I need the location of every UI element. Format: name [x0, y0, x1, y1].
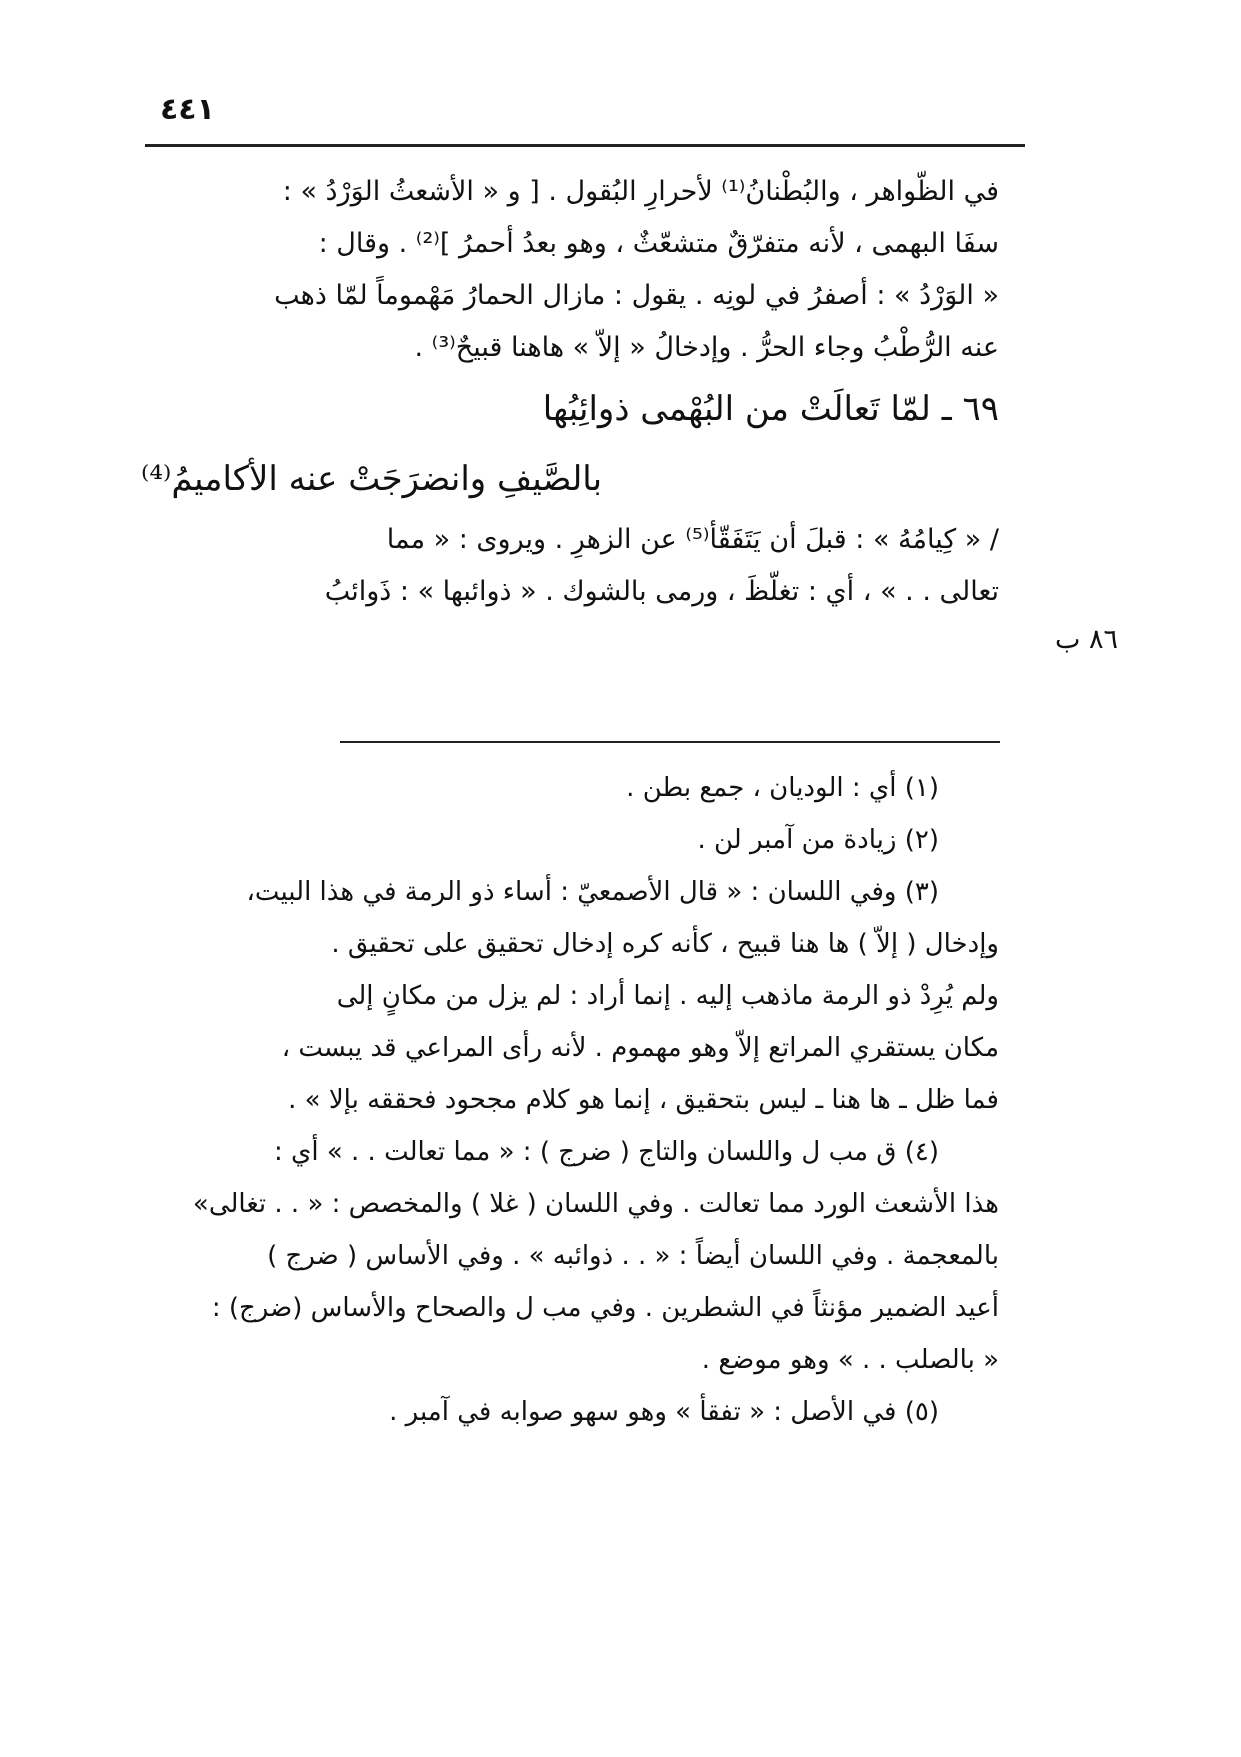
text-line: سفَا البهمى ، لأنه متفرّقٌ متشعّثٌ ، وهو بعدُ أحمرُ ]⁽²⁾ . وقال : [318, 228, 999, 259]
text-line: / « كِيامُهُ » : قبلَ أن يَتَفَقّأ⁽⁵⁾ عن الزهرِ . ويروى : « مما [386, 524, 999, 555]
footnote-3-line: وإدخال ( إلاّ ) ها هنا قبيح ، كأنه كره إدخال تحقيق على تحقيق . [331, 929, 999, 959]
text-line: « الوَرْدُ » : أصفرُ في لونِه . يقول : مازال الحمارُ مَهْموماً لمّا ذهب [274, 280, 999, 311]
footnote-3-line: ولم يُرِدْ ذو الرمة ماذهب إليه . إنما أراد : لم يزل من مكانٍ إلى [336, 981, 999, 1011]
text-line: تعالى . . » ، أي : تغلّظَ ، ورمى بالشوك . « ذوائبها » : ذَوائبُ [324, 576, 999, 607]
verse-first-hemistich: ٦٩ ـ لمّا تَعالَتْ من البُهْمى ذوائِبُها [542, 389, 999, 429]
text-line: في الظّواهر ، والبُطْنانُ⁽¹⁾ لأحرارِ البُقول . [ و « الأشعثُ الوَرْدُ » : [282, 176, 999, 207]
footnote-4-line: هذا الأشعث الورد مما تعالت . وفي اللسان ( غلا ) والمخصص : « . . تغالى» [192, 1189, 999, 1219]
footnote-separator [340, 741, 1000, 743]
margin-folio-note: ٨٦ ب [1055, 624, 1119, 655]
page-number: ٤٤١ [160, 92, 215, 127]
footnote-4-line: (٤) ق مب ل واللسان والتاج ( ضرج ) : « مما تعالت . . » أي : [273, 1137, 939, 1167]
footnote-5: (٥) في الأصل : « تفقأ » وهو سهو صوابه في آمبر . [389, 1397, 939, 1427]
footnote-2: (٢) زيادة من آمبر لن . [697, 825, 939, 855]
footnote-3-line: فما ظل ـ ها هنا ـ ليس بتحقيق ، إنما هو كلام مجحود فحققه بإلا » . [288, 1085, 999, 1115]
verse-second-hemistich: بالصَّيفِ وانضرَجَتْ عنه الأكاميمُ⁽⁴⁾ [141, 459, 603, 499]
text-line: عنه الرُّطْبُ وجاء الحرُّ . وإدخالُ « إلاّ » هاهنا قبيحٌ⁽³⁾ . [414, 332, 999, 363]
header-rule [145, 144, 1025, 147]
footnote-3-line: (٣) وفي اللسان : « قال الأصمعيّ : أساء ذو الرمة في هذا البيت، [246, 877, 939, 907]
footnote-4-line: بالمعجمة . وفي اللسان أيضاً : « . . ذوائبه » . وفي الأساس ( ضرج ) [267, 1241, 999, 1271]
footnote-4-line: « بالصلب . . » وهو موضع . [701, 1345, 999, 1375]
footnotes [141, 762, 999, 1438]
footnote-3-line: مكان يستقري المراتع إلاّ وهو مهموم . لأنه رأى المراعي قد يبست ، [281, 1033, 999, 1063]
footnote-1: (١) أي : الوديان ، جمع بطن . [626, 773, 939, 803]
footnote-4-line: أعيد الضمير مؤنثاً في الشطرين . وفي مب ل والصحاح والأساس (ضرج) : [211, 1293, 999, 1323]
main-text [141, 166, 999, 618]
